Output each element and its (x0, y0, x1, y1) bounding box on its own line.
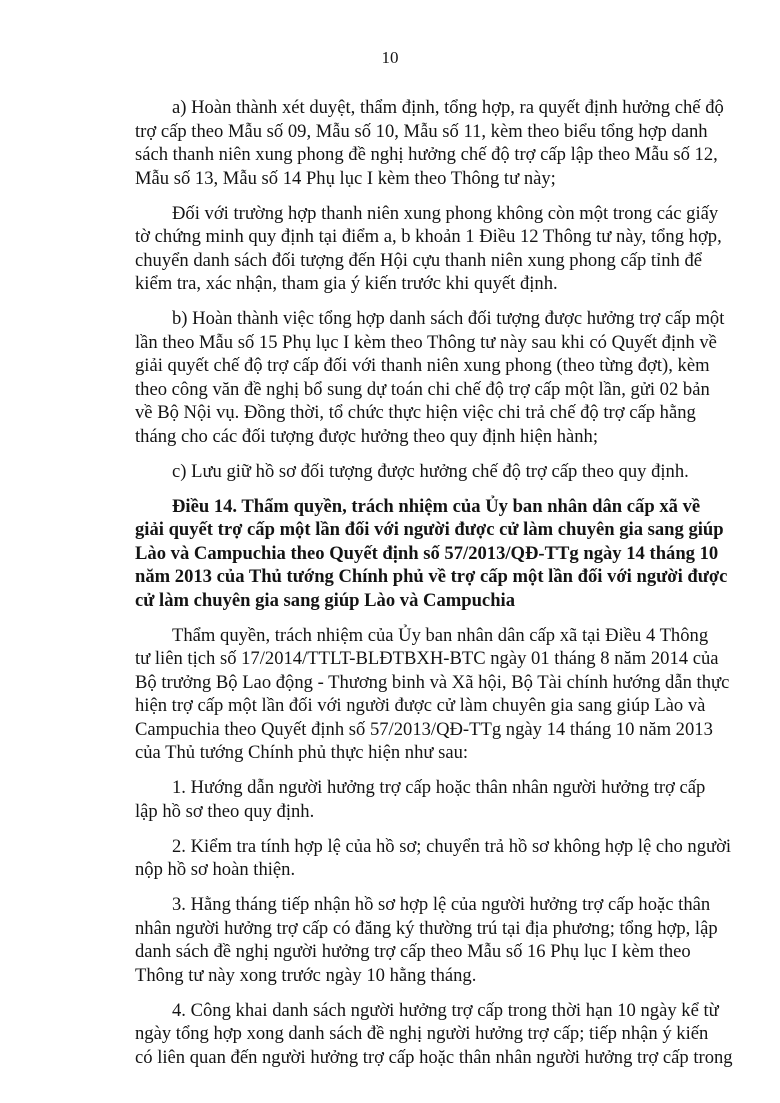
text-line: tháng cho các đối tượng được hưởng theo quy định hiện hành; (135, 425, 599, 447)
text-line: b) Hoàn thành việc tổng hợp danh sách đối tượng được hưởng trợ cấp một (172, 308, 725, 329)
text-line: tư liên tịch số 17/2014/TTLT-BLĐTBXH-BTC ngày 01 tháng 8 năm 2014 của (135, 648, 719, 669)
text-line: Điều 14. Thẩm quyền, trách nhiệm của Ủy ban nhân dân cấp xã về (172, 495, 701, 517)
text-line: năm 2013 của Thủ tướng Chính phủ về trợ cấp một lần đối với người được (135, 566, 728, 587)
text-line: nộp hồ sơ hoàn thiện. (135, 859, 296, 880)
article-14-intro (135, 624, 730, 765)
item-2 (135, 835, 732, 882)
item-3 (135, 893, 718, 987)
para-a (135, 96, 724, 190)
text-line: 2. Kiểm tra tính hợp lệ của hồ sơ; chuyển trả hồ sơ không hợp lệ cho người (172, 835, 732, 857)
page-number: 10 (381, 48, 399, 67)
text-line: sách thanh niên xung phong đề nghị hưởng chế độ trợ cấp lập theo Mẫu số 12, (135, 144, 718, 165)
item-1 (135, 776, 706, 823)
text-line: Thông tư này xong trước ngày 10 hằng tháng. (135, 964, 477, 986)
text-line: tờ chứng minh quy định tại điểm a, b khoản 1 Điều 12 Thông tư này, tổng hợp, (135, 226, 722, 247)
text-line: có liên quan đến người hưởng trợ cấp hoặc thân nhân người hưởng trợ cấp trong (135, 1046, 733, 1068)
document-body (135, 96, 733, 1081)
text-line: ngày tổng hợp xong danh sách đề nghị người hưởng trợ cấp; tiếp nhận ý kiến (135, 1023, 709, 1044)
text-line: về Bộ Nội vụ. Đồng thời, tổ chức thực hiện việc chi trả chế độ trợ cấp hằng (135, 402, 696, 423)
item-4 (135, 999, 733, 1070)
text-line: trợ cấp theo Mẫu số 09, Mẫu số 10, Mẫu số 11, kèm theo biểu tổng hợp danh (135, 120, 708, 142)
text-line: 4. Công khai danh sách người hưởng trợ cấp trong thời hạn 10 ngày kể từ (172, 999, 719, 1021)
article-14-heading (135, 495, 728, 613)
text-line: danh sách đề nghị người hưởng trợ cấp theo Mẫu số 16 Phụ lục I kèm theo (135, 941, 691, 962)
para-b (135, 307, 725, 448)
para-a-note (135, 202, 722, 296)
text-line: 3. Hằng tháng tiếp nhận hồ sơ hợp lệ của người hưởng trợ cấp hoặc thân (172, 894, 711, 915)
text-line: a) Hoàn thành xét duyệt, thẩm định, tổng hợp, ra quyết định hưởng chế độ (172, 97, 724, 118)
text-line: lập hồ sơ theo quy định. (135, 800, 315, 822)
text-line: chuyển danh sách đối tượng đến Hội cựu thanh niên xung phong cấp tỉnh để (135, 249, 703, 271)
text-line: kiểm tra, xác nhận, tham gia ý kiến trước khi quyết định. (135, 273, 558, 294)
text-line: c) Lưu giữ hồ sơ đối tượng được hưởng chế độ trợ cấp theo quy định. (172, 460, 689, 482)
text-line: Đối với trường hợp thanh niên xung phong không còn một trong các giấy (172, 202, 719, 224)
text-line: Campuchia theo Quyết định số 57/2013/QĐ-TTg ngày 14 tháng 10 năm 2013 (135, 718, 713, 740)
text-line: Lào và Campuchia theo Quyết định số 57/2013/QĐ-TTg ngày 14 tháng 10 (135, 542, 719, 564)
text-line: giải quyết chế độ trợ cấp đối với thanh niên xung phong (theo từng đợt), kèm (135, 355, 710, 376)
text-line: của Thủ tướng Chính phủ thực hiện như sau: (135, 742, 469, 763)
text-line: cử làm chuyên gia sang giúp Lào và Campuchia (135, 589, 515, 611)
text-line: hiện trợ cấp một lần đối với người được cử làm chuyên gia sang giúp Lào và (135, 695, 706, 716)
text-line: Bộ trưởng Bộ Lao động - Thương binh và Xã hội, Bộ Tài chính hướng dẫn thực (135, 671, 730, 693)
text-line: giải quyết trợ cấp một lần đối với người được cử làm chuyên gia sang giúp (135, 519, 724, 540)
para-c (135, 460, 689, 484)
text-line: Mẫu số 13, Mẫu số 14 Phụ lục I kèm theo Thông tư này; (135, 167, 556, 189)
text-line: 1. Hướng dẫn người hưởng trợ cấp hoặc thân nhân người hưởng trợ cấp (172, 777, 706, 798)
text-line: Thẩm quyền, trách nhiệm của Ủy ban nhân dân cấp xã tại Điều 4 Thông (172, 624, 709, 646)
text-line: lần theo Mẫu số 15 Phụ lục I kèm theo Thông tư này sau khi có Quyết định về (135, 331, 717, 353)
text-line: theo công văn đề nghị bổ sung dự toán chi chế độ trợ cấp một lần, gửi 02 bản (135, 378, 710, 400)
text-line: nhân người hưởng trợ cấp có đăng ký thường trú tại địa phương; tổng hợp, lập (135, 917, 718, 939)
